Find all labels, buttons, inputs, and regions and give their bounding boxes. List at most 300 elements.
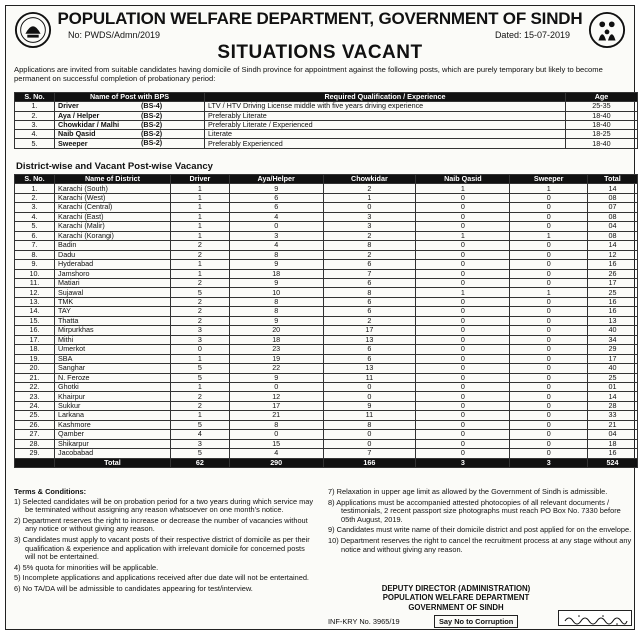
post-name: Naib Qasid xyxy=(58,129,96,139)
sweeper-count: 0 xyxy=(510,278,587,287)
sweeper-count: 0 xyxy=(510,269,587,278)
driver-count: 1 xyxy=(171,411,230,420)
district-sno: 13. xyxy=(15,297,55,306)
post-name: Chowkidar / Malhi xyxy=(58,120,120,129)
post-row xyxy=(15,130,638,139)
total-count: 16 xyxy=(587,297,637,306)
post-bps: (BS-4) xyxy=(141,101,163,111)
urdu-slogan-box xyxy=(558,610,632,626)
district-name: Kashmore xyxy=(55,420,171,429)
chowkidar-count: 8 xyxy=(323,420,416,429)
aya-helper-count: 18 xyxy=(229,335,323,344)
district-row xyxy=(15,307,638,316)
vacancy-header-district: Name of District xyxy=(55,175,171,184)
district-name: Badin xyxy=(55,241,171,250)
post-name-cell xyxy=(55,139,205,148)
chowkidar-count: 1 xyxy=(323,193,416,202)
district-sno: 23. xyxy=(15,392,55,401)
total-sweeper-count: 3 xyxy=(510,458,587,467)
term-item: 10) Department reserves the right to cancel the recruitment process at any stage without any notice and without giving any reason. xyxy=(328,535,632,554)
district-row xyxy=(15,269,638,278)
driver-count: 2 xyxy=(171,241,230,250)
sweeper-count: 0 xyxy=(510,193,587,202)
term-item: 7) Relaxation in upper age limit as allowed by the Government of Sindh is admissible. xyxy=(328,487,608,496)
naib-qasid-count: 0 xyxy=(416,203,510,212)
district-name: Sukkur xyxy=(55,401,171,410)
total-count: 16 xyxy=(587,449,637,458)
post-bps: (BS-2) xyxy=(141,111,163,120)
total-count: 40 xyxy=(587,326,637,335)
sweeper-count: 0 xyxy=(510,354,587,363)
district-row xyxy=(15,401,638,410)
district-name: Karachi (Malir) xyxy=(55,222,171,231)
aya-helper-count: 12 xyxy=(229,392,323,401)
urdu-script-graphic xyxy=(559,611,633,627)
sweeper-count: 0 xyxy=(510,212,587,221)
chowkidar-count: 2 xyxy=(323,250,416,259)
post-bps: (BS-2) xyxy=(141,120,163,129)
post-row xyxy=(15,120,638,129)
chowkidar-count: 0 xyxy=(323,430,416,439)
district-sno: 27. xyxy=(15,430,55,439)
sweeper-count: 0 xyxy=(510,203,587,212)
post-row xyxy=(15,139,638,148)
post-age: 18-40 xyxy=(566,120,638,129)
total-count: 29 xyxy=(587,345,637,354)
aya-helper-count: 19 xyxy=(229,354,323,363)
naib-qasid-count: 0 xyxy=(416,297,510,306)
district-sno: 3. xyxy=(15,203,55,212)
sweeper-count: 0 xyxy=(510,316,587,325)
sweeper-count: 1 xyxy=(510,288,587,297)
driver-count: 1 xyxy=(171,231,230,240)
district-row xyxy=(15,241,638,250)
anti-corruption-slogan: Say No to Corruption xyxy=(434,615,518,628)
district-sno: 20. xyxy=(15,364,55,373)
aya-helper-count: 22 xyxy=(229,364,323,373)
total-district-sno xyxy=(15,458,55,467)
chowkidar-count: 8 xyxy=(323,241,416,250)
sweeper-count: 0 xyxy=(510,297,587,306)
district-row xyxy=(15,278,638,287)
total-count: 18 xyxy=(587,439,637,448)
district-row xyxy=(15,430,638,439)
driver-count: 3 xyxy=(171,335,230,344)
total-count: 14 xyxy=(587,184,637,193)
district-name: Sujawal xyxy=(55,288,171,297)
aya-helper-count: 6 xyxy=(229,203,323,212)
district-sno: 18. xyxy=(15,345,55,354)
district-row xyxy=(15,392,638,401)
district-row xyxy=(15,345,638,354)
district-name: Matiari xyxy=(55,278,171,287)
total-count: 12 xyxy=(587,250,637,259)
district-row xyxy=(15,449,638,458)
aya-helper-count: 21 xyxy=(229,411,323,420)
district-sno: 25. xyxy=(15,411,55,420)
total-count: 13 xyxy=(587,316,637,325)
district-row xyxy=(15,364,638,373)
aya-helper-count: 3 xyxy=(229,231,323,240)
district-name: Larkana xyxy=(55,411,171,420)
aya-helper-count: 20 xyxy=(229,326,323,335)
naib-qasid-count: 0 xyxy=(416,373,510,382)
naib-qasid-count: 0 xyxy=(416,449,510,458)
chowkidar-count: 17 xyxy=(323,326,416,335)
driver-count: 2 xyxy=(171,307,230,316)
chowkidar-count: 13 xyxy=(323,335,416,344)
total-count: 17 xyxy=(587,354,637,363)
post-age: 18-25 xyxy=(566,130,638,139)
total-count: 16 xyxy=(587,260,637,269)
district-name: Karachi (Central) xyxy=(55,203,171,212)
posts-header-qualification: Required Qualification / Experience xyxy=(205,93,566,102)
chowkidar-count: 0 xyxy=(323,382,416,391)
naib-qasid-count: 0 xyxy=(416,241,510,250)
naib-qasid-count: 0 xyxy=(416,420,510,429)
total-row xyxy=(15,458,638,467)
aya-helper-count: 9 xyxy=(229,316,323,325)
sweeper-count: 0 xyxy=(510,382,587,391)
signature-government: GOVERNMENT OF SINDH xyxy=(408,602,504,612)
naib-qasid-count: 0 xyxy=(416,392,510,401)
district-row xyxy=(15,203,638,212)
total-count: 25 xyxy=(587,288,637,297)
sweeper-count: 0 xyxy=(510,345,587,354)
driver-count: 5 xyxy=(171,420,230,429)
driver-count: 3 xyxy=(171,326,230,335)
driver-count: 4 xyxy=(171,430,230,439)
post-name: Aya / Helper xyxy=(58,111,100,120)
chowkidar-count: 3 xyxy=(323,212,416,221)
terms-right xyxy=(328,488,633,556)
total-count: 33 xyxy=(587,411,637,420)
post-name: Sweeper xyxy=(58,138,88,148)
chowkidar-count: 2 xyxy=(323,231,416,240)
district-sno: 17. xyxy=(15,335,55,344)
district-sno: 22. xyxy=(15,382,55,391)
vacancy-header-chowkidar: Chowkidar xyxy=(323,175,416,184)
date-label: Dated: 15-07-2019 xyxy=(494,30,570,40)
driver-count: 1 xyxy=(171,212,230,221)
aya-helper-count: 0 xyxy=(229,382,323,391)
terms-title: Terms & Conditions: xyxy=(14,487,87,496)
signature-department: POPULATION WELFARE DEPARTMENT xyxy=(382,593,530,603)
naib-qasid-count: 0 xyxy=(416,307,510,316)
sweeper-count: 1 xyxy=(510,231,587,240)
aya-helper-count: 8 xyxy=(229,297,323,306)
chowkidar-count: 6 xyxy=(323,297,416,306)
driver-count: 1 xyxy=(171,193,230,202)
aya-helper-count: 17 xyxy=(229,401,323,410)
total-naib-qasid-count: 3 xyxy=(416,458,510,467)
post-row xyxy=(15,102,638,111)
naib-qasid-count: 0 xyxy=(416,411,510,420)
district-name: Hyderabad xyxy=(55,260,171,269)
district-sno: 14. xyxy=(15,307,55,316)
district-row xyxy=(15,231,638,240)
chowkidar-count: 7 xyxy=(323,449,416,458)
post-qualification: Literate xyxy=(205,130,566,139)
total-count: 34 xyxy=(587,335,637,344)
posts-header-name: Name of Post with BPS xyxy=(55,93,205,102)
naib-qasid-count: 0 xyxy=(416,354,510,363)
total-aya-helper-count: 290 xyxy=(229,458,323,467)
naib-qasid-count: 1 xyxy=(416,184,510,193)
district-sno: 21. xyxy=(15,373,55,382)
ad-title: SITUATIONS VACANT xyxy=(217,42,423,63)
post-name-cell xyxy=(55,120,205,129)
aya-helper-count: 4 xyxy=(229,212,323,221)
vacancy-header-naib-qasid: Naib Qasid xyxy=(416,175,510,184)
naib-qasid-count: 0 xyxy=(416,269,510,278)
vacancy-header-sno: S. No. xyxy=(15,175,55,184)
posts-header-age: Age xyxy=(566,93,638,102)
driver-count: 5 xyxy=(171,288,230,297)
sweeper-count: 0 xyxy=(510,250,587,259)
district-name: Umerkot xyxy=(55,345,171,354)
inf-number: INF-KRY No. 3965/19 xyxy=(328,617,400,626)
district-row xyxy=(15,297,638,306)
post-age: 18-40 xyxy=(566,111,638,120)
district-name: Dadu xyxy=(55,250,171,259)
post-name-cell xyxy=(55,102,205,111)
chowkidar-count: 0 xyxy=(323,203,416,212)
chowkidar-count: 6 xyxy=(323,278,416,287)
sweeper-count: 0 xyxy=(510,430,587,439)
driver-count: 2 xyxy=(171,316,230,325)
district-row xyxy=(15,439,638,448)
vacancy-header-aya-helper: Aya/Helper xyxy=(229,175,323,184)
driver-count: 1 xyxy=(171,260,230,269)
district-row xyxy=(15,288,638,297)
district-name: Khairpur xyxy=(55,392,171,401)
district-sno: 9. xyxy=(15,260,55,269)
post-age: 25-35 xyxy=(566,102,638,111)
sweeper-count: 0 xyxy=(510,241,587,250)
term-item: 8) Applications must be accompanied attested photocopies of all relevant documents / testimonials, 2 recent passport size photographs must reach PO Box No. 7330 before 05th August, 2019. xyxy=(328,497,621,524)
chowkidar-count: 6 xyxy=(323,307,416,316)
total-count: 04 xyxy=(587,430,637,439)
term-item: 2) Department reserves the right to increase or decrease the number of vacancies without any notice or without giving any reason. xyxy=(14,515,308,534)
district-sno: 24. xyxy=(15,401,55,410)
aya-helper-count: 9 xyxy=(229,260,323,269)
aya-helper-count: 8 xyxy=(229,420,323,429)
district-row xyxy=(15,212,638,221)
post-sno: 5. xyxy=(15,139,55,148)
post-sno: 1. xyxy=(15,102,55,111)
district-sno: 29. xyxy=(15,449,55,458)
naib-qasid-count: 0 xyxy=(416,212,510,221)
naib-qasid-count: 0 xyxy=(416,278,510,287)
post-sno: 3. xyxy=(15,120,55,129)
driver-count: 2 xyxy=(171,297,230,306)
district-row xyxy=(15,184,638,193)
naib-qasid-count: 0 xyxy=(416,439,510,448)
aya-helper-count: 6 xyxy=(229,193,323,202)
total-driver-count: 62 xyxy=(171,458,230,467)
district-name: Jamshoro xyxy=(55,269,171,278)
driver-count: 2 xyxy=(171,250,230,259)
driver-count: 2 xyxy=(171,392,230,401)
post-qualification: Preferably Literate / Experienced xyxy=(205,120,566,129)
district-row xyxy=(15,382,638,391)
district-row xyxy=(15,316,638,325)
aya-helper-count: 0 xyxy=(229,222,323,231)
driver-count: 5 xyxy=(171,364,230,373)
chowkidar-count: 11 xyxy=(323,411,416,420)
driver-count: 1 xyxy=(171,222,230,231)
district-sno: 12. xyxy=(15,288,55,297)
naib-qasid-count: 0 xyxy=(416,345,510,354)
district-sno: 4. xyxy=(15,212,55,221)
chowkidar-count: 6 xyxy=(323,345,416,354)
chowkidar-count: 0 xyxy=(323,439,416,448)
total-count: 04 xyxy=(587,222,637,231)
term-item: 5) Incomplete applications and applications received after due date will not be entertained. xyxy=(14,573,309,583)
sweeper-count: 0 xyxy=(510,449,587,458)
advertisement xyxy=(5,5,635,630)
sweeper-count: 0 xyxy=(510,420,587,429)
district-name: Shikarpur xyxy=(55,439,171,448)
aya-helper-count: 9 xyxy=(229,373,323,382)
signature-block xyxy=(346,584,566,612)
aya-helper-count: 10 xyxy=(229,288,323,297)
district-sno: 28. xyxy=(15,439,55,448)
district-sno: 11. xyxy=(15,278,55,287)
chowkidar-count: 6 xyxy=(323,260,416,269)
total-count: 16 xyxy=(587,307,637,316)
district-sno: 8. xyxy=(15,250,55,259)
chowkidar-count: 8 xyxy=(323,288,416,297)
driver-count: 1 xyxy=(171,203,230,212)
post-age: 18-40 xyxy=(566,139,638,148)
district-sno: 16. xyxy=(15,326,55,335)
district-name: Ghotki xyxy=(55,382,171,391)
aya-helper-count: 15 xyxy=(229,439,323,448)
vacancy-header-total: Total xyxy=(587,175,637,184)
chowkidar-count: 6 xyxy=(323,354,416,363)
district-name: Mithi xyxy=(55,335,171,344)
chowkidar-count: 2 xyxy=(323,184,416,193)
sweeper-count: 0 xyxy=(510,411,587,420)
post-bps: (BS-2) xyxy=(141,138,163,148)
naib-qasid-count: 0 xyxy=(416,382,510,391)
chowkidar-count: 11 xyxy=(323,373,416,382)
district-row xyxy=(15,354,638,363)
post-row xyxy=(15,111,638,120)
vacancy-header-driver: Driver xyxy=(171,175,230,184)
sweeper-count: 0 xyxy=(510,307,587,316)
district-name: Thatta xyxy=(55,316,171,325)
total-count: 08 xyxy=(587,193,637,202)
sweeper-count: 0 xyxy=(510,260,587,269)
post-bps: (BS-2) xyxy=(141,129,163,139)
district-sno: 1. xyxy=(15,184,55,193)
post-qualification: Preferably Literate xyxy=(205,111,566,120)
driver-count: 1 xyxy=(171,184,230,193)
district-name: TAY xyxy=(55,307,171,316)
naib-qasid-count: 1 xyxy=(416,231,510,240)
district-sno: 5. xyxy=(15,222,55,231)
district-name: Karachi (East) xyxy=(55,212,171,221)
naib-qasid-count: 0 xyxy=(416,364,510,373)
sweeper-count: 1 xyxy=(510,184,587,193)
department-header: POPULATION WELFARE DEPARTMENT, GOVERNMENT OF SINDH xyxy=(57,9,583,28)
term-item: 3) Candidates must apply to vacant posts of their respective district of domicile as per their qualification & experience and application with irrelevant domicile for concerned posts will not be entertained. xyxy=(14,534,310,562)
total-count: 01 xyxy=(587,382,637,391)
district-row xyxy=(15,193,638,202)
total-chowkidar-count: 166 xyxy=(323,458,416,467)
naib-qasid-count: 0 xyxy=(416,316,510,325)
district-row xyxy=(15,250,638,259)
aya-helper-count: 0 xyxy=(229,430,323,439)
total-count: 08 xyxy=(587,231,637,240)
driver-count: 5 xyxy=(171,449,230,458)
vacancy-header-sweeper: Sweeper xyxy=(510,175,587,184)
post-sno: 2. xyxy=(15,111,55,120)
sweeper-count: 0 xyxy=(510,439,587,448)
total-district-name: Total xyxy=(55,458,171,467)
signature-title: DEPUTY DIRECTOR (ADMINISTRATION) xyxy=(381,584,531,593)
driver-count: 5 xyxy=(171,373,230,382)
aya-helper-count: 8 xyxy=(229,250,323,259)
driver-count: 3 xyxy=(171,439,230,448)
total-count: 28 xyxy=(587,401,637,410)
district-row xyxy=(15,373,638,382)
chowkidar-count: 0 xyxy=(323,392,416,401)
reference-number: No: PWDS/Admn/2019 xyxy=(68,30,161,40)
aya-helper-count: 9 xyxy=(229,278,323,287)
naib-qasid-count: 1 xyxy=(416,288,510,297)
term-item: 1) Selected candidates will be on probation period for a two years during which service may be terminated without assigning any reason whatsoever on one month's notice. xyxy=(14,496,314,515)
sweeper-count: 0 xyxy=(510,335,587,344)
district-row xyxy=(15,222,638,231)
district-sno: 19. xyxy=(15,354,55,363)
district-row xyxy=(15,420,638,429)
district-name: Sanghar xyxy=(55,364,171,373)
driver-count: 1 xyxy=(171,354,230,363)
total-count: 25 xyxy=(587,373,637,382)
naib-qasid-count: 0 xyxy=(416,401,510,410)
total-count: 14 xyxy=(587,392,637,401)
naib-qasid-count: 0 xyxy=(416,193,510,202)
posts-table xyxy=(14,92,638,149)
naib-qasid-count: 0 xyxy=(416,260,510,269)
sweeper-count: 0 xyxy=(510,401,587,410)
sweeper-count: 0 xyxy=(510,392,587,401)
district-name: Jacobabad xyxy=(55,449,171,458)
driver-count: 1 xyxy=(171,269,230,278)
district-sno: 2. xyxy=(15,193,55,202)
district-name: Karachi (Korangi) xyxy=(55,231,171,240)
post-name-cell xyxy=(55,130,205,139)
term-item: 6) No TA/DA will be admissible to candidates appearing for test/interview. xyxy=(14,583,253,593)
terms-left xyxy=(14,488,314,596)
vacancy-section-title: District-wise and Vacant Post-wise Vacancy xyxy=(16,161,213,172)
driver-count: 0 xyxy=(171,345,230,354)
aya-helper-count: 18 xyxy=(229,269,323,278)
sweeper-count: 0 xyxy=(510,373,587,382)
district-sno: 6. xyxy=(15,231,55,240)
driver-count: 2 xyxy=(171,401,230,410)
district-name: Karachi (West) xyxy=(55,193,171,202)
post-name-cell xyxy=(55,111,205,120)
sweeper-count: 0 xyxy=(510,364,587,373)
total-count: 40 xyxy=(587,364,637,373)
district-row xyxy=(15,326,638,335)
district-sno: 15. xyxy=(15,316,55,325)
